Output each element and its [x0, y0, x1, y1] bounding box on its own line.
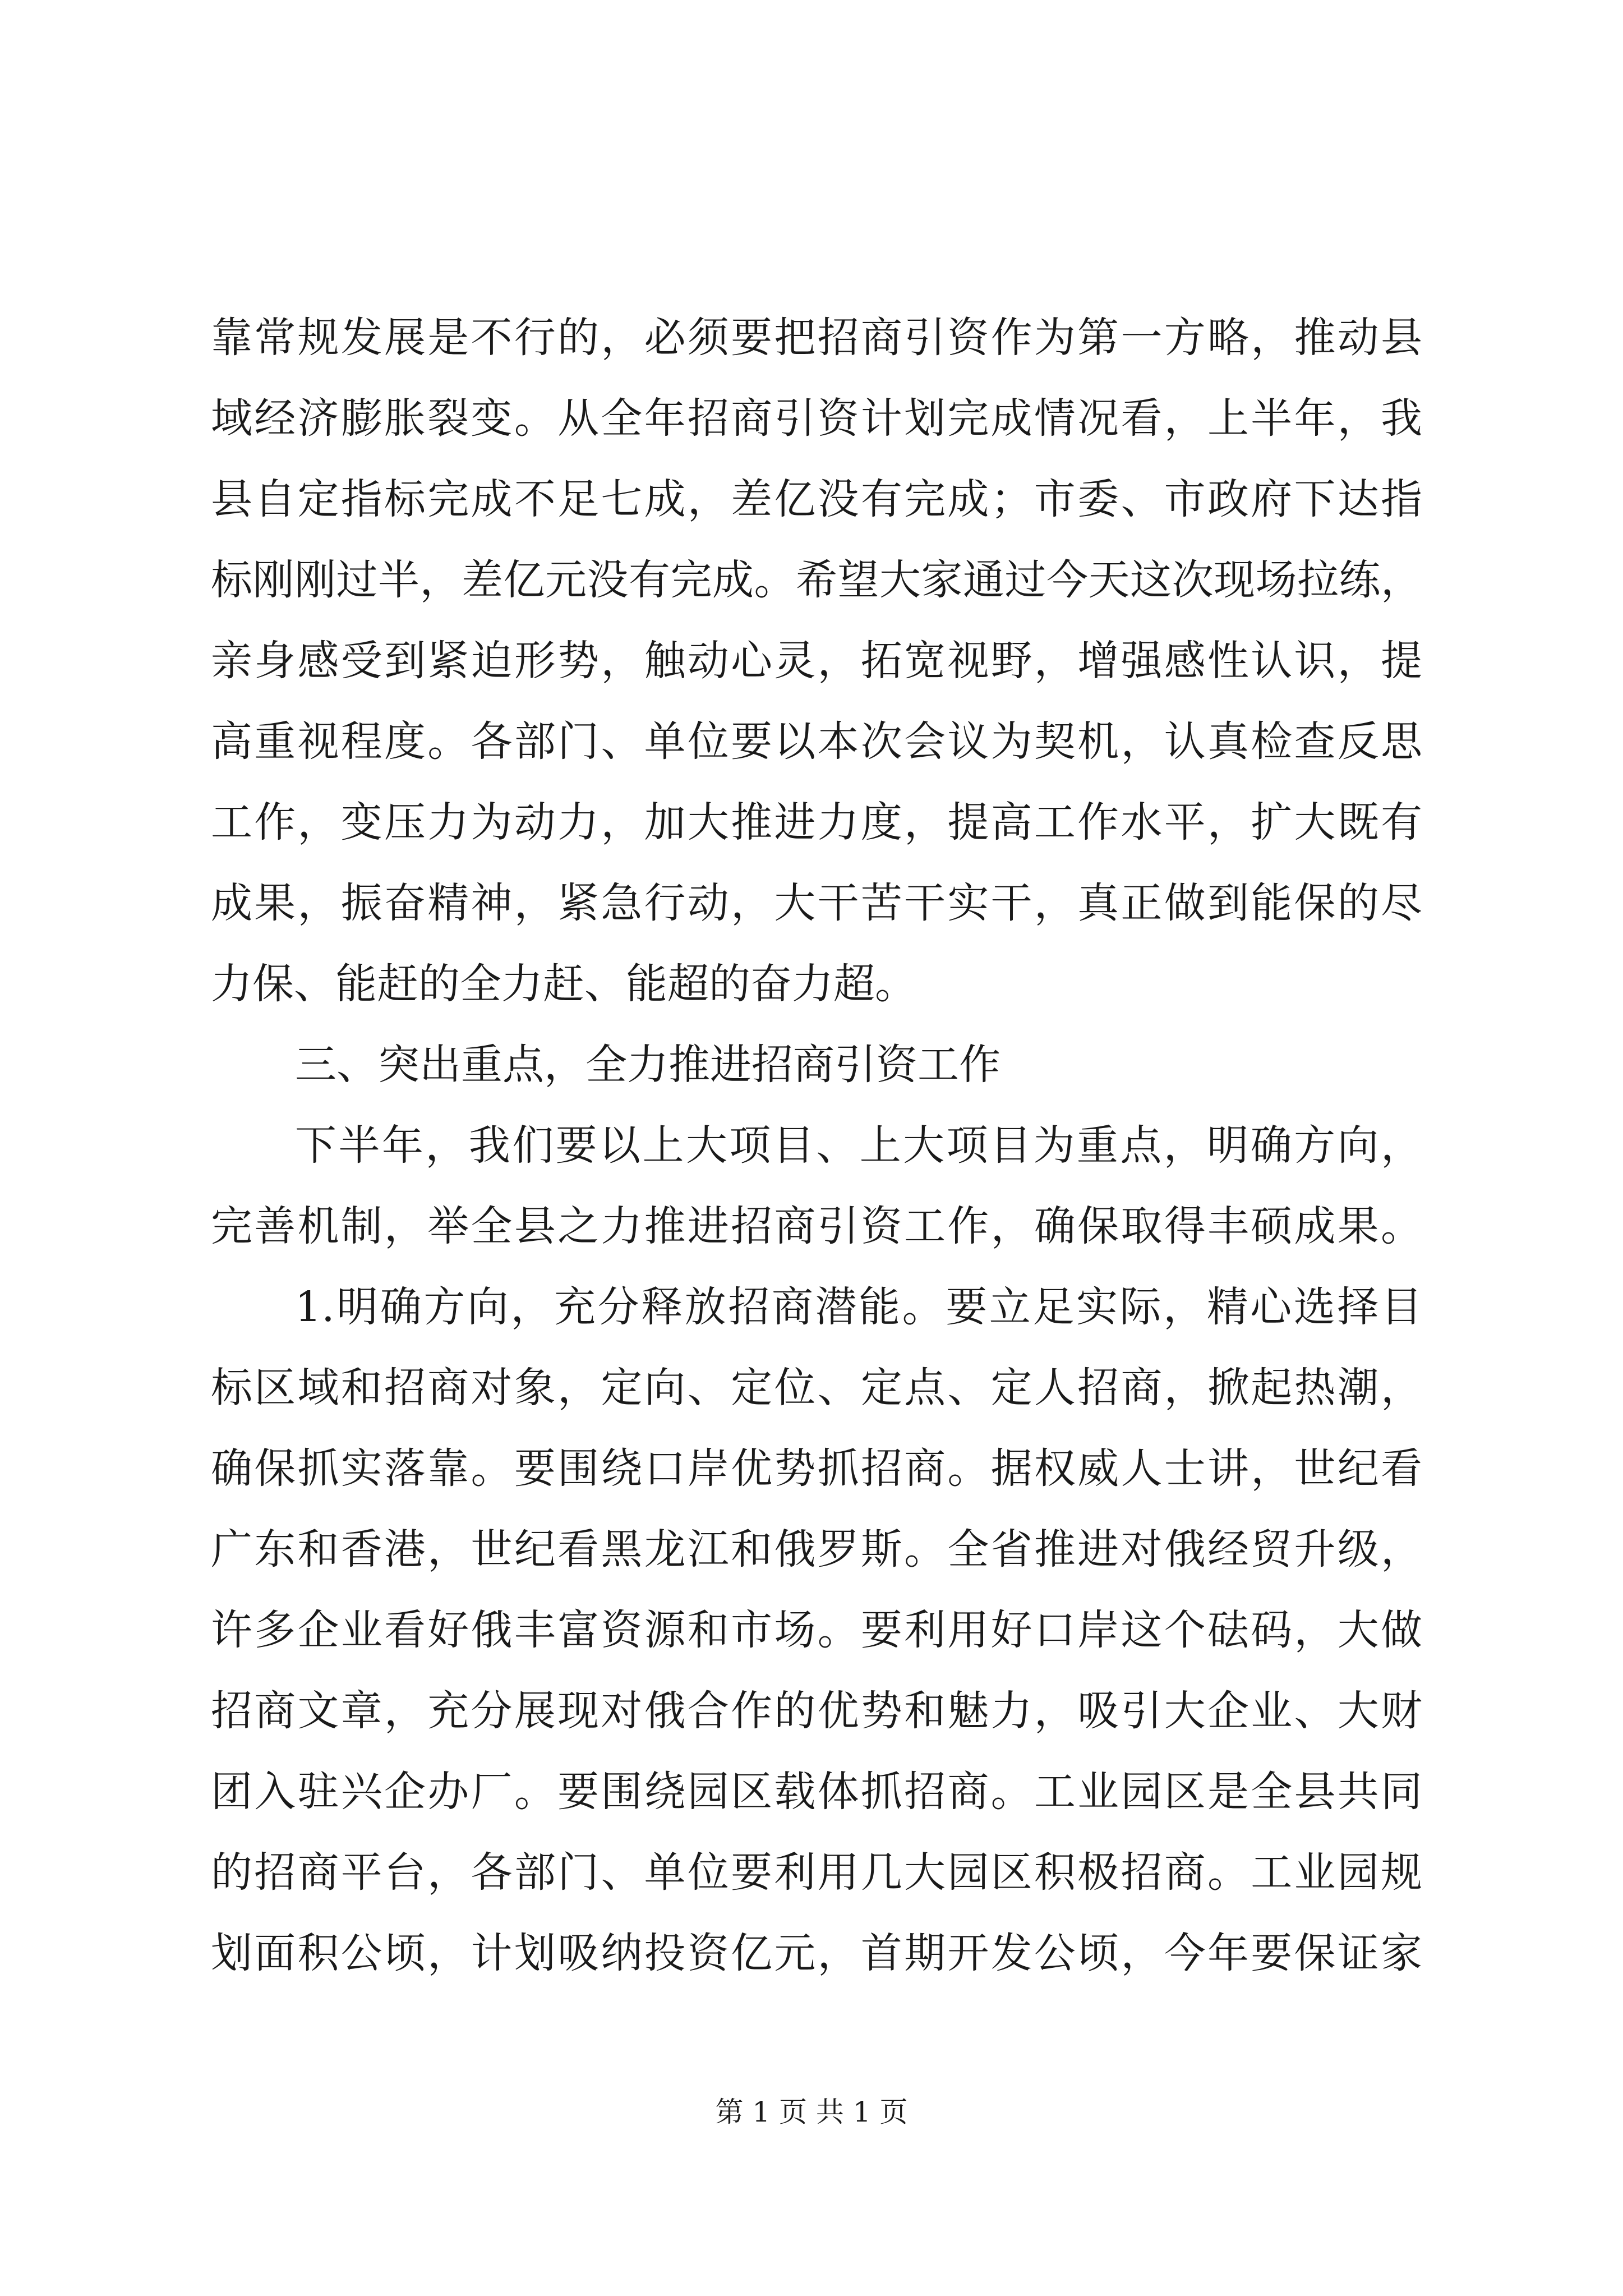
- text-line: 高重视程度。各部门、单位要以本次会议为契机，认真检查反思: [211, 717, 1422, 766]
- page-number-footer: 第 1 页 共 1 页: [715, 2096, 908, 2128]
- section-heading: 三、突出重点，全力推进招商引资工作: [295, 1041, 1000, 1089]
- text-line: 确保抓实落靠。要围绕口岸优势抓招商。据权威人士讲，世纪看: [211, 1444, 1422, 1493]
- text-line: 域经济膨胀裂变。从全年招商引资计划完成情况看，上半年，我: [211, 394, 1422, 443]
- text-line: 成果，振奋精神，紧急行动，大干苦干实干，真正做到能保的尽: [211, 879, 1422, 927]
- text-line: 县自定指标完成不足七成，差亿没有完成；市委、市政府下达指: [211, 475, 1422, 523]
- text-line: 广东和香港，世纪看黑龙江和俄罗斯。全省推进对俄经贸升级，: [211, 1525, 1422, 1573]
- document-body: [211, 297, 1422, 1994]
- text-line: 靠常规发展是不行的，必须要把招商引资作为第一方略，推动县: [211, 314, 1422, 362]
- text-line: 完善机制，举全县之力推进招商引资工作，确保取得丰硕成果。: [211, 1202, 1422, 1250]
- text-line: 力保、能赶的全力赶、能超的奋力超。: [211, 960, 916, 1008]
- text-line: 团入驻兴企办厂。要围绕园区载体抓招商。工业园区是全县共同: [211, 1768, 1422, 1816]
- text-line: 工作，变压力为动力，加大推进力度，提高工作水平，扩大既有: [211, 798, 1422, 846]
- text-line: 1.明确方向，充分释放招商潜能。要立足实际，精心选择目: [295, 1283, 1422, 1331]
- text-line: 划面积公顷，计划吸纳投资亿元，首期开发公顷，今年要保证家: [211, 1929, 1422, 1977]
- text-line: 招商文章，充分展现对俄合作的优势和魅力，吸引大企业、大财: [211, 1687, 1422, 1735]
- text-line: 标刚刚过半，差亿元没有完成。希望大家通过今天这次现场拉练，: [211, 556, 1422, 604]
- text-line: 标区域和招商对象，定向、定位、定点、定人招商，掀起热潮，: [211, 1364, 1422, 1412]
- text-line: 的招商平台，各部门、单位要利用几大园区积极招商。工业园规: [211, 1848, 1422, 1897]
- text-line: 许多企业看好俄丰富资源和市场。要利用好口岸这个砝码，大做: [211, 1606, 1422, 1654]
- text-line: 亲身感受到紧迫形势，触动心灵，拓宽视野，增强感性认识，提: [211, 637, 1422, 685]
- text-line: 下半年，我们要以上大项目、上大项目为重点，明确方向，: [295, 1121, 1422, 1170]
